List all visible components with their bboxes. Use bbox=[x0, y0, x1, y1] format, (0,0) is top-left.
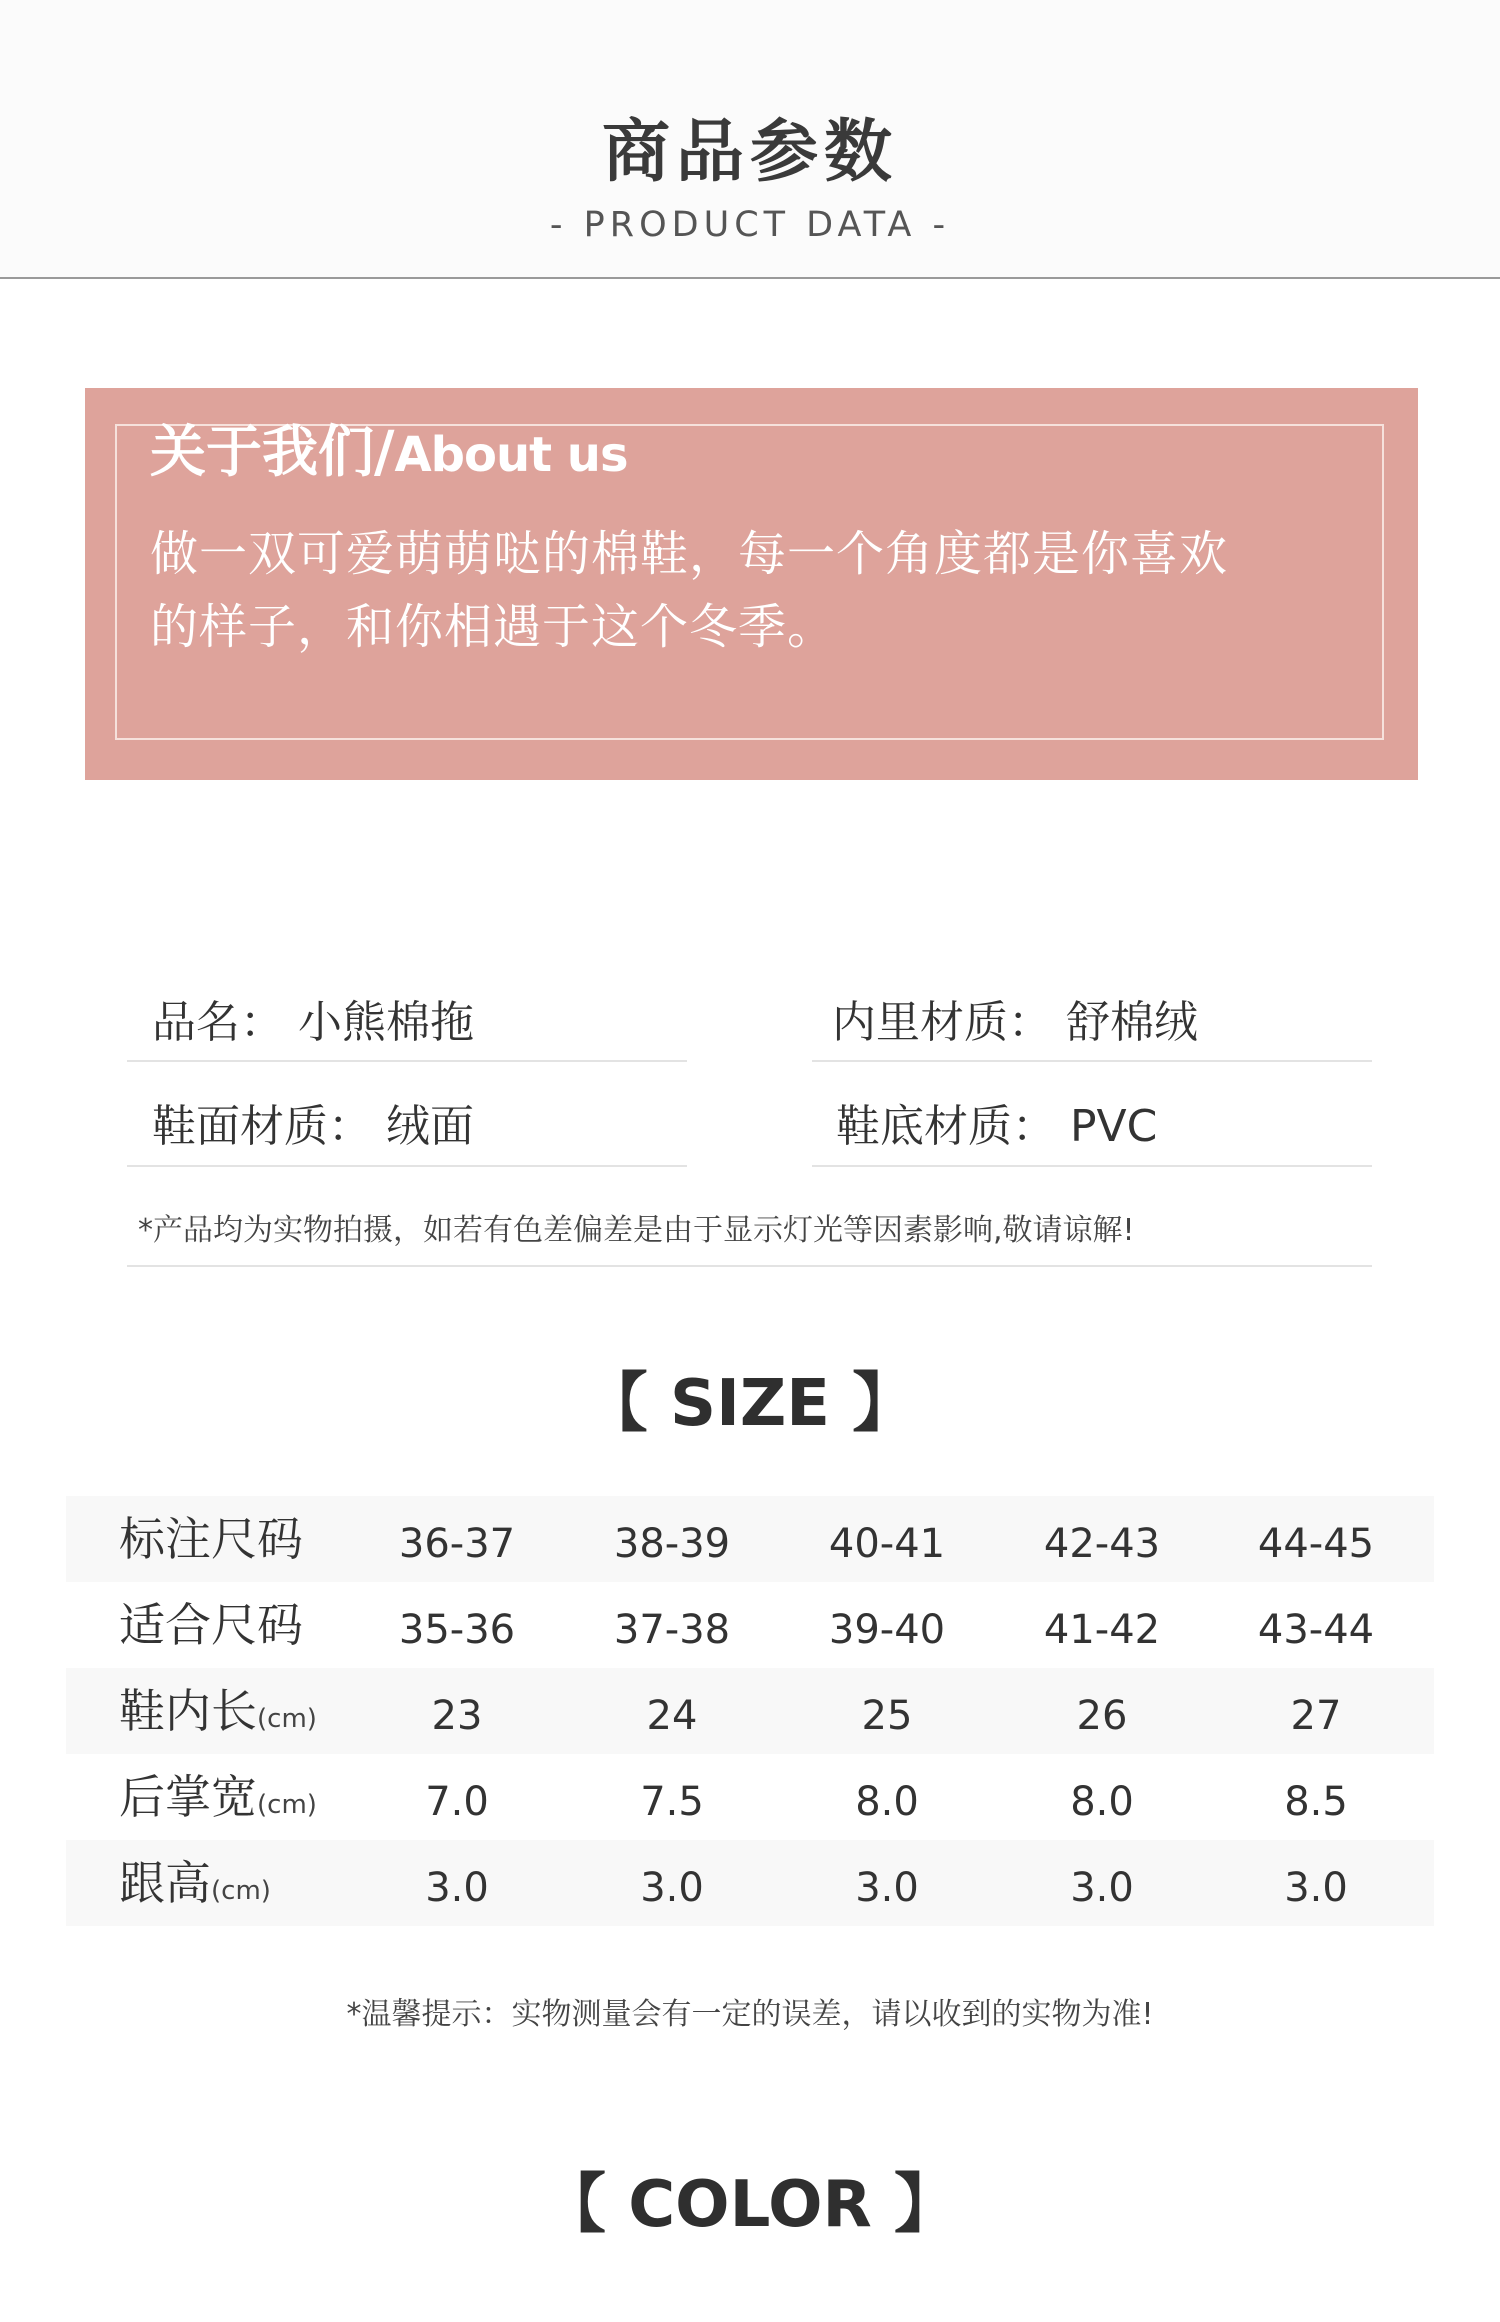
spec-upper-material: 鞋面材质： 绒面 bbox=[152, 1101, 474, 1152]
table-cell: 27 bbox=[1290, 1693, 1342, 1739]
page-title: 商品参数 bbox=[601, 112, 898, 192]
page-subtitle: - PRODUCT DATA - bbox=[549, 205, 951, 245]
table-cell: 8.0 bbox=[1070, 1779, 1134, 1825]
table-row bbox=[66, 1582, 1434, 1668]
row-label-unit: (cm) bbox=[211, 1876, 271, 1906]
table-cell: 7.5 bbox=[640, 1779, 704, 1825]
table-row bbox=[66, 1754, 1434, 1840]
table-cell: 8.0 bbox=[855, 1779, 919, 1825]
row-label-text: 跟高 bbox=[119, 1856, 211, 1910]
row-label-text: 后掌宽 bbox=[119, 1770, 257, 1824]
spec-product-name: 品名： 小熊棉拖 bbox=[152, 997, 474, 1048]
spec-divider bbox=[127, 1060, 687, 1062]
row-label bbox=[119, 1754, 317, 1840]
table-row bbox=[66, 1496, 1434, 1582]
spec-divider bbox=[127, 1165, 687, 1167]
table-cell: 36-37 bbox=[398, 1521, 516, 1567]
about-text-line-1: 做一双可爱萌萌哒的棉鞋，每一个角度都是你喜欢 bbox=[150, 526, 1229, 582]
table-cell: 25 bbox=[861, 1693, 913, 1739]
size-disclaimer: *温馨提示：实物测量会有一定的误差，请以收到的实物为准! bbox=[346, 1997, 1154, 2032]
spec-divider bbox=[812, 1060, 1372, 1062]
spec-sole-material: 鞋底材质： PVC bbox=[836, 1101, 1158, 1152]
table-cell: 3.0 bbox=[1070, 1865, 1134, 1911]
table-row bbox=[66, 1840, 1434, 1926]
row-label bbox=[119, 1840, 271, 1926]
row-label bbox=[119, 1668, 317, 1754]
header-banner bbox=[0, 0, 1500, 278]
table-cell: 26 bbox=[1076, 1693, 1128, 1739]
row-label-text: 适合尺码 bbox=[119, 1598, 303, 1652]
row-label-unit: (cm) bbox=[257, 1790, 317, 1820]
table-cell: 37-38 bbox=[613, 1607, 731, 1653]
row-label bbox=[119, 1582, 303, 1668]
about-text-line-2: 的样子，和你相遇于这个冬季。 bbox=[150, 599, 837, 655]
spec-disclaimer: *产品均为实物拍摄，如若有色差偏差是由于显示灯光等因素影响,敬请谅解! bbox=[138, 1213, 1135, 1248]
table-cell: 3.0 bbox=[855, 1865, 919, 1911]
row-label-text: 标注尺码 bbox=[119, 1512, 303, 1566]
table-cell: 3.0 bbox=[1284, 1865, 1348, 1911]
table-cell: 44-45 bbox=[1257, 1521, 1375, 1567]
about-title-en: About us bbox=[394, 427, 628, 483]
row-label-unit: (cm) bbox=[257, 1704, 317, 1734]
about-title bbox=[150, 418, 628, 490]
about-title-cn: 关于我们/ bbox=[150, 420, 395, 485]
table-cell: 3.0 bbox=[640, 1865, 704, 1911]
color-section-title: 【 COLOR 】 bbox=[541, 2168, 959, 2242]
table-cell: 41-42 bbox=[1043, 1607, 1161, 1653]
table-cell: 43-44 bbox=[1257, 1607, 1375, 1653]
table-cell: 39-40 bbox=[828, 1607, 946, 1653]
table-cell: 3.0 bbox=[425, 1865, 489, 1911]
table-cell: 42-43 bbox=[1043, 1521, 1161, 1567]
row-label bbox=[119, 1496, 303, 1582]
table-cell: 38-39 bbox=[613, 1521, 731, 1567]
size-table bbox=[66, 1496, 1434, 1926]
spec-divider bbox=[127, 1265, 1372, 1267]
spec-divider bbox=[812, 1165, 1372, 1167]
table-cell: 24 bbox=[646, 1693, 698, 1739]
table-cell: 23 bbox=[431, 1693, 483, 1739]
row-label-text: 鞋内长 bbox=[119, 1684, 257, 1738]
table-row bbox=[66, 1668, 1434, 1754]
size-section-title: 【 SIZE 】 bbox=[583, 1367, 917, 1441]
table-cell: 8.5 bbox=[1284, 1779, 1348, 1825]
about-description bbox=[150, 518, 1320, 664]
header-divider bbox=[0, 277, 1500, 279]
table-cell: 7.0 bbox=[425, 1779, 489, 1825]
about-panel bbox=[85, 388, 1418, 780]
table-cell: 40-41 bbox=[828, 1521, 946, 1567]
spec-lining-material: 内里材质： 舒棉绒 bbox=[832, 997, 1198, 1048]
table-cell: 35-36 bbox=[398, 1607, 516, 1653]
